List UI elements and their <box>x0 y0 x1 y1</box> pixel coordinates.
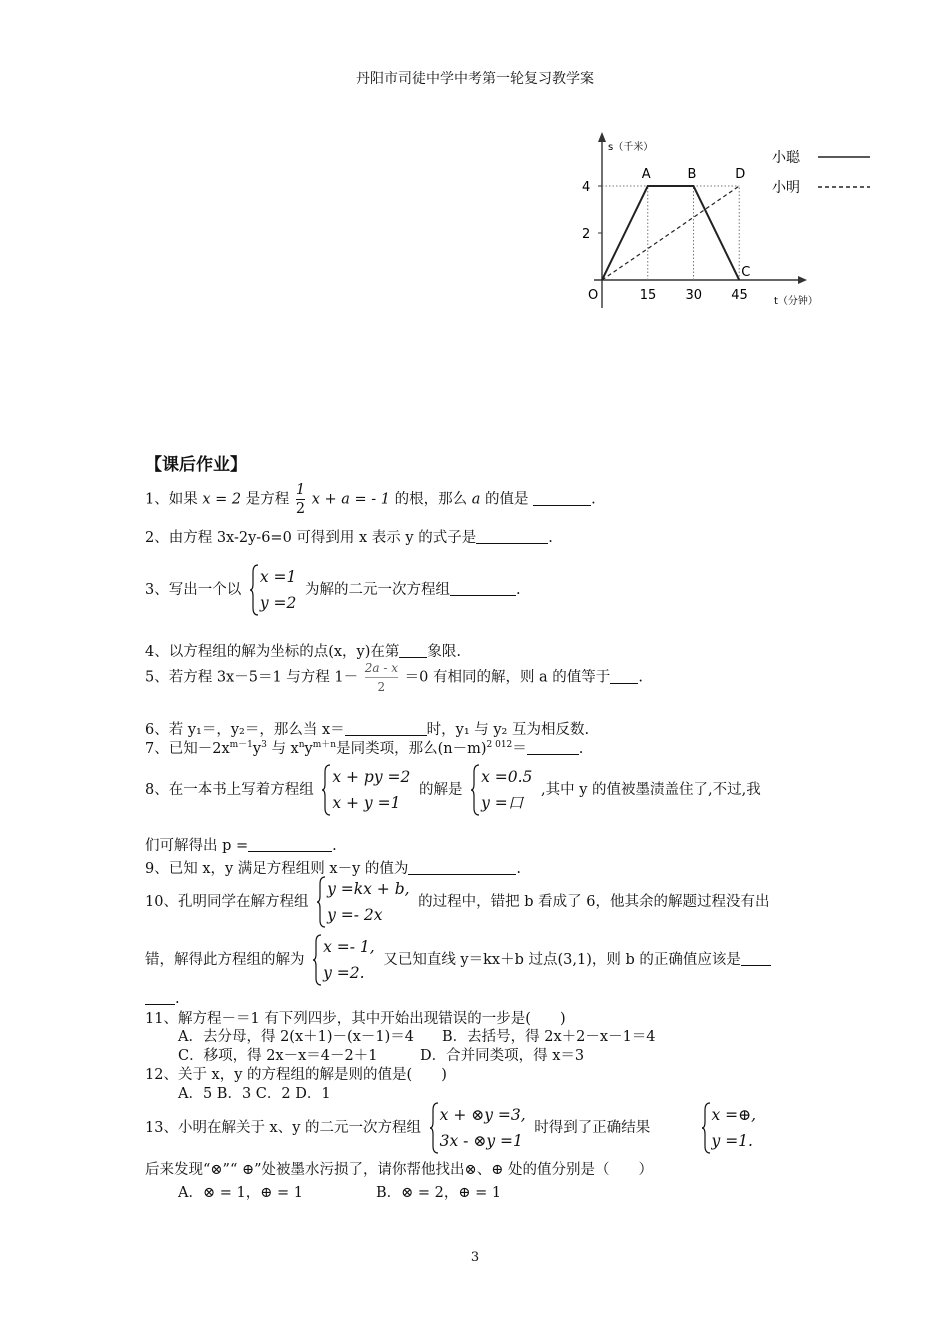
y-axis-arrow <box>598 132 606 142</box>
solution-system: x =⊕, y =1. <box>702 1102 757 1154</box>
equation-system: x + ⊗y =3, 3x - ⊗y =1 <box>430 1102 526 1154</box>
legend-label: 小聪 <box>772 150 800 166</box>
x-axis-label: t（分钟） <box>774 296 818 307</box>
question-10-end: . <box>145 990 180 1007</box>
answer-blank <box>408 860 516 875</box>
series-xiaoming-line <box>602 186 739 280</box>
point-label-c: C <box>741 265 751 280</box>
option-b[interactable]: B．去括号，得 2x＋2－x－1＝4 <box>442 1029 656 1045</box>
option-d[interactable]: D．合并同类项，得 x＝3 <box>420 1048 585 1064</box>
point-label-d: D <box>735 167 746 182</box>
question-13: 13、小明在解关于 x、y 的二元一次方程组 x + ⊗y =3, 3x - ⊗y =1 时得到了正确结果 x =⊕, y =1. <box>145 1102 760 1154</box>
equation-system: y =kx + b, y =- 2x <box>317 876 410 928</box>
answer-blank <box>533 491 591 506</box>
origin-label: O <box>588 288 599 303</box>
section-title: 【课后作业】 <box>145 455 247 475</box>
question-6: 6、若 y₁＝，y₂＝，那么当 x＝ 时，y₁ 与 y₂ 互为相反数. <box>145 722 590 738</box>
question-11: 11、解方程－＝1 有下列四步，其中开始出现错误的一步是( ) <box>145 1011 566 1027</box>
question-1: 1、如果 x = 2 是方程 $\frac{1}{2}$ x + a = - 1 的根，那么 a 的值是 . <box>145 482 596 517</box>
option-c[interactable]: C．移项，得 2x－x＝4－2＋1 <box>178 1048 378 1064</box>
question-3: 3、写出一个以 x =1 y =2 为解的二元一次方程组 . <box>145 564 521 616</box>
options-12[interactable]: A．5 B．3 C．2 D．1 <box>178 1086 331 1102</box>
answer-blank <box>527 740 579 755</box>
question-5: 5、若方程 3x－5＝1 与方程 1－ $\frac{2a - x}{2}$ ＝0 有相同的解，则 a 的值等于 . <box>145 661 643 694</box>
option-b[interactable]: B．⊗ = 2，⊕ = 1 <box>376 1185 502 1201</box>
answer-blank <box>476 529 548 544</box>
question-2: 2、由方程 3x-2y-6=0 可得到用 x 表示 y 的式子是 . <box>145 530 553 546</box>
option-a[interactable]: A．⊗ = 1，⊕ = 1 <box>178 1185 303 1201</box>
question-13-cont: 后来发现“⊗”“ ⊕”处被墨水污损了，请你帮他找出⊗、⊕ 处的值分别是（ ） <box>145 1162 653 1178</box>
answer-blank <box>345 721 427 736</box>
legend-label: 小明 <box>772 180 800 196</box>
x-axis-arrow <box>798 276 807 284</box>
solution-system: x =0.5 y =口 <box>471 764 532 816</box>
option-a[interactable]: A．去分母，得 2(x＋1)－(x－1)＝4 <box>178 1029 414 1045</box>
x-tick-label: 45 <box>731 288 748 303</box>
answer-blank <box>145 990 175 1005</box>
page-number: 3 <box>470 1250 480 1265</box>
answer-blank <box>741 951 771 966</box>
question-10: 10、孔明同学在解方程组 y =kx + b, y =- 2x 的过程中，错把 b 看成了 6，他其余的解题过程没有出 <box>145 876 770 928</box>
distance-time-chart <box>570 128 875 318</box>
y-axis-label: s（千米） <box>608 142 654 153</box>
fraction: $\frac{2a - x}{2}$ <box>364 661 398 694</box>
solution-system: x =- 1, y =2. <box>313 934 375 986</box>
equation-system: x + py =2 x + y =1 <box>322 764 410 816</box>
question-8-cont: 们可解得出 p = . <box>145 838 337 854</box>
question-7: 7、已知$-2x^{m-1}y^3$ 与 $x^ny^{m+n}$是同类项，那么$(n-m)^{2 012}=$ . <box>145 740 584 757</box>
question-10-cont: 错，解得此方程组的解为 x =- 1, y =2. 又已知直线 y＝kx＋b 过点(3,1)，则 b 的正确值应该是 <box>145 934 771 986</box>
answer-blank <box>610 669 638 684</box>
answer-blank <box>248 837 332 852</box>
answer-blank <box>450 581 516 596</box>
x-tick-label: 15 <box>639 288 657 303</box>
page-header: 丹阳市司徒中学中考第一轮复习教学案 <box>356 71 594 87</box>
point-label-b: B <box>687 167 697 182</box>
question-9: 9、已知 x，y 满足方程组则 x－y 的值为 . <box>145 861 522 877</box>
question-12: 12、关于 x，y 的方程组的解是则的值是( ) <box>145 1067 447 1083</box>
x-tick-label: 30 <box>685 288 703 303</box>
y-tick-label: 2 <box>582 227 591 242</box>
equation-system: x =1 y =2 <box>250 564 297 616</box>
answer-blank <box>399 643 427 658</box>
y-tick-label: 4 <box>582 180 591 195</box>
question-4: 4、以方程组的解为坐标的点(x，y)在第 象限. <box>145 644 462 660</box>
question-8: 8、在一本书上写着方程组 x + py =2 x + y =1 的解是 x =0.5 y =口 ,其中 y 的值被墨渍盖住了,不过,我 <box>145 764 761 816</box>
point-label-a: A <box>641 167 651 182</box>
fraction-half: $\frac{1}{2}$ <box>295 482 306 517</box>
